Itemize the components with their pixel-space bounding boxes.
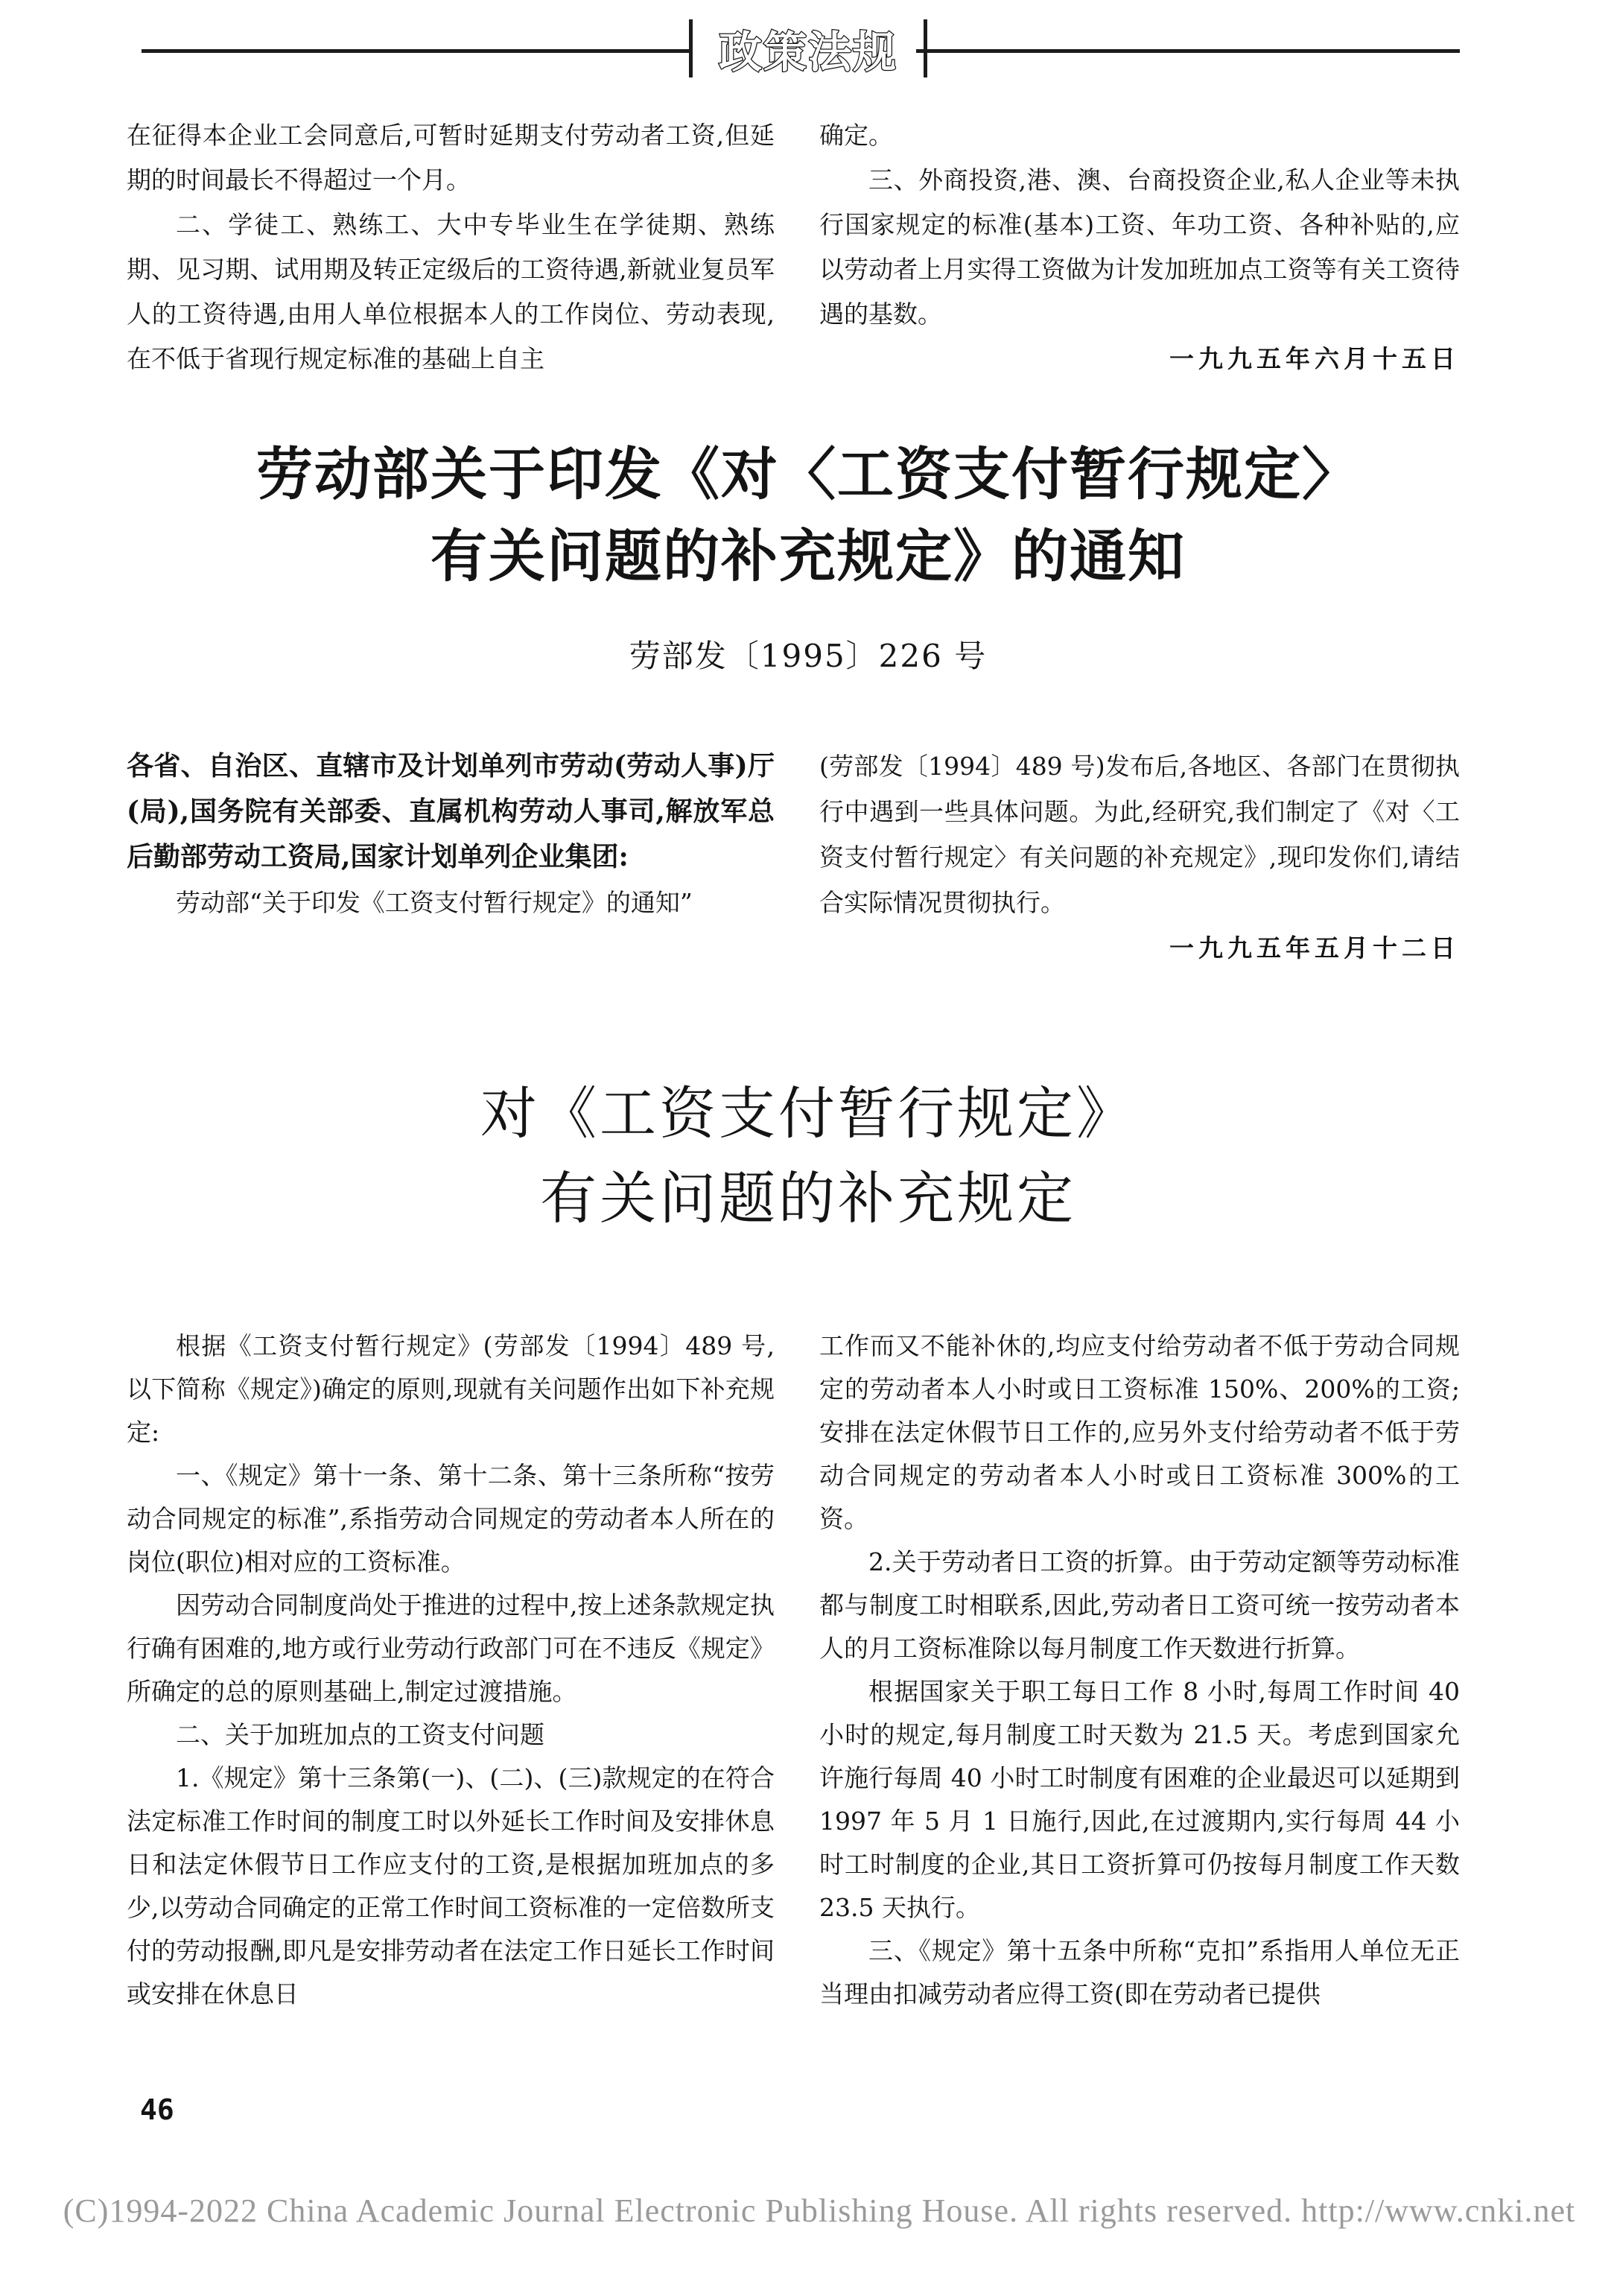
paragraph: 确定。 [819,121,893,150]
supplement-title-line: 对《工资支付暂行规定》 [480,1080,1136,1147]
notice-right-column [819,743,1460,971]
header-rule-left [142,49,693,53]
supplement-left-column [127,1325,775,2016]
header-rule-right [916,49,1460,53]
section-title: 政策法规 [689,19,927,77]
paragraph: 工作而又不能补休的,均应支付给劳动者不低于劳动合同规定的劳动者本人小时或日工资标准 150%、200%的工资;安排在法定休假节日工作的,应另外支付给劳动者不低于劳动合同规定的劳动者本人小时或日工资标准 300%的工资。 [819,1331,1460,1533]
notice-title [112,434,1505,597]
page-number: 46 [140,2093,174,2126]
paragraph: 根据《工资支付暂行规定》(劳部发〔1994〕489 号,以下简称《规定》)确定的原则,现就有关问题作出如下补充规定: [127,1331,775,1447]
notice-title-line: 劳动部关于印发《对〈工资支付暂行规定〉 [256,441,1360,507]
paragraph: 因劳动合同制度尚处于推进的过程中,按上述条款规定执行确有困难的,地方或行业劳动行政部门可在不违反《规定》所确定的总的原则基础上,制定过渡措施。 [127,1591,775,1706]
notice-left-column [127,743,775,925]
paragraph: 三、《规定》第十五条中所称“克扣”系指用人单位无正当理由扣减劳动者应得工资(即在劳动者已提供 [819,1936,1460,2008]
supplement-title [223,1071,1393,1241]
copyright-footer: (C)1994-2022 China Academic Journal Electronic Publishing House. All rights reserved. http://www.cnki.net [63,2192,1576,2229]
date-line: 一九九五年五月十二日 [1169,933,1460,963]
paragraph: 2.关于劳动者日工资的折算。由于劳动定额等劳动标准都与制度工时相联系,因此,劳动者日工资可统一按劳动者本人的月工资标准除以每月制度工作天数进行折算。 [819,1547,1460,1663]
paragraph: 二、学徒工、熟练工、大中专毕业生在学徒期、熟练期、见习期、试用期及转正定级后的工资待遇,新就业复员军人的工资待遇,由用人单位根据本人的工作岗位、劳动表现,在不低于省现行规定标准的基础上自主 [127,210,775,373]
paragraph: 在征得本企业工会同意后,可暂时延期支付劳动者工资,但延期的时间最长不得超过一个月。 [127,121,775,194]
paragraph: 劳动部“关于印发《工资支付暂行规定》的通知” [176,888,693,917]
supplement-title-line: 有关问题的补充规定 [540,1165,1076,1231]
paragraph: 根据国家关于职工每日工作 8 小时,每周工作时间 40 小时的规定,每月制度工时天数为 21.5 天。考虑到国家允许施行每周 40 小时工时制度有困难的企业最迟可以延期到 1997 年 5 月 1 日施行,因此,在过渡期内,实行每周 44 小时工时制度的企业,其日工资折算可仍按每月制度工作天数 23.5 天执行。 [819,1677,1460,1922]
paragraph: 一、《规定》第十一条、第十二条、第十三条所称“按劳动合同规定的标准”,系指劳动合同规定的劳动者本人所在的岗位(职位)相对应的工资标准。 [127,1461,775,1576]
prev-article-left-column [127,113,775,381]
notice-title-line: 有关问题的补充规定》的通知 [430,523,1186,589]
document-number: 劳部发〔1995〕226 号 [629,638,988,674]
supplement-right-column [819,1325,1460,2016]
prev-article-right-column [819,113,1460,381]
paragraph: 1.《规定》第十三条第(一)、(二)、(三)款规定的在符合法定标准工作时间的制度工时以外延长工作时间及安排休息日和法定休假节日工作应支付的工资,是根据加班加点的多少,以劳动合同确定的正常工作时间工资标准的一定倍数所支付的劳动报酬,即凡是安排劳动者在法定工作日延长工作时间或安排在休息日 [127,1763,775,2008]
paragraph: (劳部发〔1994〕489 号)发布后,各地区、各部门在贯彻执行中遇到一些具体问题。为此,经研究,我们制定了《对〈工资支付暂行规定〉有关问题的补充规定》,现印发你们,请结合实际情况贯彻执行。 [819,752,1460,917]
paragraph: 三、外商投资,港、澳、台商投资企业,私人企业等未执行国家规定的标准(基本)工资、年功工资、各种补贴的,应以劳动者上月实得工资做为计发加班加点工资等有关工资待遇的基数。 [819,165,1460,329]
paragraph: 二、关于加班加点的工资支付问题 [176,1720,544,1749]
addressee: 各省、自治区、直辖市及计划单列市劳动(劳动人事)厅(局),国务院有关部委、直属机构劳动人事司,解放军总后勤部劳动工资局,国家计划单列企业集团: [127,750,775,872]
date-line: 一九九五年六月十五日 [1169,344,1460,373]
